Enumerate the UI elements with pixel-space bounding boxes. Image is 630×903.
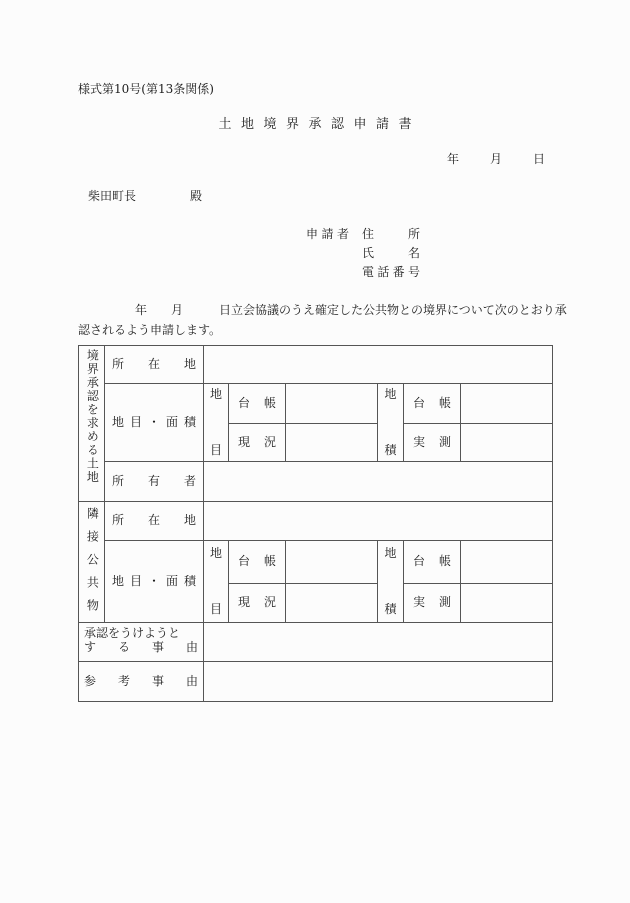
- section2-location-value-cell: [204, 502, 553, 541]
- date-year-label: 年: [447, 152, 460, 166]
- section2-survey-label-cell: [404, 584, 461, 623]
- section1-register-label: 台 帳: [238, 395, 276, 410]
- addressee-name: 柴田町長: [88, 189, 137, 203]
- section1-area-register-label: 台 帳: [413, 395, 451, 410]
- section2-register-label: 台 帳: [238, 554, 276, 569]
- section2-category-label: 地 目: [209, 545, 222, 616]
- section1-category-header-cell: [204, 384, 229, 462]
- page-title: 土地境界承認申請書: [218, 117, 421, 132]
- section2-area-register-label: 台 帳: [413, 554, 451, 569]
- reference-label: 参 考 事 由: [84, 673, 198, 688]
- applicant-name-label: 氏 名: [362, 245, 420, 260]
- date-line: [447, 153, 545, 167]
- section2-area-register-label-cell: [404, 541, 461, 584]
- section1-area-register-value-cell: [461, 384, 553, 424]
- section1-current-label-cell: [229, 424, 286, 462]
- applicant-fields: [362, 228, 420, 284]
- application-table: [78, 345, 553, 702]
- addressee-line: [88, 190, 202, 204]
- section2-category-header-cell: [204, 541, 229, 623]
- section1-location-value-cell: [204, 346, 553, 384]
- section2-register-label-cell: [229, 541, 286, 584]
- section2-area-register-value-cell: [461, 541, 553, 584]
- applicant-phone-label: 電 話 番 号: [362, 264, 420, 279]
- reference-value-cell: [204, 662, 553, 702]
- section1-survey-label-cell: [404, 424, 461, 462]
- section1-category-current-value-cell: [286, 424, 378, 462]
- section2-header: 隣接公共物: [85, 507, 100, 622]
- body-paragraph: [78, 300, 578, 340]
- date-month-label: 月: [489, 152, 502, 166]
- section1-owner-label-cell: [105, 462, 204, 502]
- section1-area-survey-value-cell: [461, 424, 553, 462]
- section2-header-cell: [79, 502, 105, 623]
- approval-reason-label-line1: 承認をうけようと: [84, 626, 181, 640]
- date-day-label: 日: [532, 152, 545, 166]
- section1-area-label: 地 積: [384, 386, 397, 457]
- addressee-honorific: 殿: [189, 189, 202, 203]
- section2-current-label: 現 況: [238, 595, 276, 610]
- section1-register-label-cell: [229, 384, 286, 424]
- section1-category-area-label-cell: [105, 384, 204, 462]
- approval-reason-label-cell: [79, 623, 204, 662]
- section2-area-survey-value-cell: [461, 584, 553, 623]
- section1-owner-label: 所 有 者: [112, 473, 196, 488]
- section2-location-label: 所 在 地: [112, 513, 196, 528]
- section1-current-label: 現 況: [238, 434, 276, 449]
- section2-area-label: 地 積: [384, 545, 397, 616]
- section1-header-cell: [79, 346, 105, 502]
- body-line-1: 年 月 日立会協議のうえ確定した公共物との境界について次のとおり承: [135, 303, 567, 317]
- section1-category-area-label: 地 目 ・ 面 積: [112, 414, 196, 429]
- section1-location-label-cell: [105, 346, 204, 384]
- section1-owner-value-cell: [204, 462, 553, 502]
- section2-category-area-label: 地 目 ・ 面 積: [112, 573, 196, 588]
- section1-survey-label: 実 測: [413, 434, 451, 449]
- section2-area-header-cell: [378, 541, 404, 623]
- section2-current-label-cell: [229, 584, 286, 623]
- section1-header: 境界承認を求める土地: [85, 349, 100, 484]
- section1-area-header-cell: [378, 384, 404, 462]
- application-table-wrap: [78, 345, 553, 702]
- applicant-block: [306, 228, 420, 284]
- section2-category-current-value-cell: [286, 584, 378, 623]
- section2-survey-label: 実 測: [413, 595, 451, 610]
- body-line-2: 認されるよう申請します。: [78, 323, 222, 337]
- section1-area-register-label-cell: [404, 384, 461, 424]
- form-number: 様式第10号(第13条関係): [78, 82, 214, 96]
- section2-category-area-label-cell: [105, 541, 204, 623]
- section1-category-register-value-cell: [286, 384, 378, 424]
- section1-category-label: 地 目: [209, 386, 222, 457]
- applicant-label: 申 請 者: [306, 227, 349, 241]
- section2-location-label-cell: [105, 502, 204, 541]
- applicant-address-label: 住 所: [362, 227, 420, 241]
- reference-label-cell: [79, 662, 204, 702]
- approval-reason-value-cell: [204, 623, 553, 662]
- approval-reason-label-line2: す る 事 由: [84, 640, 198, 654]
- section1-location-label: 所 在 地: [112, 356, 196, 371]
- section2-category-register-value-cell: [286, 541, 378, 584]
